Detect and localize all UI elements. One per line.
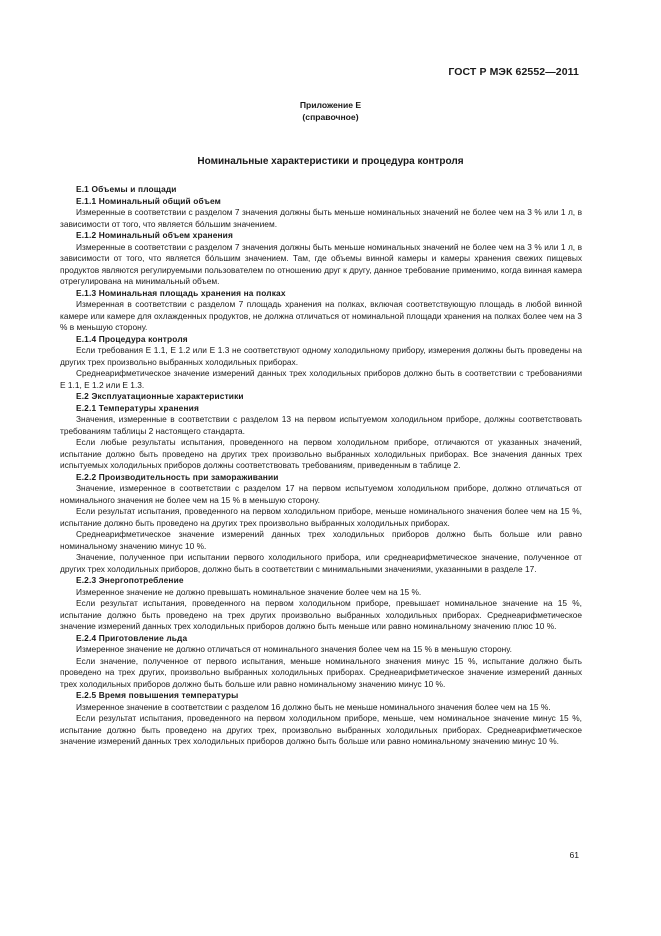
paragraph: Значение, измеренное в соответствии с разделом 17 на первом испытуемом холодильном приборе, должно отличаться от номинального значения не более чем на 15 % в меньшую сторону. [60, 483, 582, 505]
paragraph: Если значение, полученное от первого испытания, меньше номинального значения минус 15 %, испытание должно быть проведено на трех других, произвольно выбранных холодильных приборах. Среднеарифметическое значение измерений данных трех холодильных приборов должно быть больше или равно номинальному значению минус 10 %. [60, 655, 582, 689]
paragraph: Измеренное значение не должно превышать номинальное значение более чем на 15 %. [76, 586, 422, 597]
paragraph: Если любые результаты испытания, проведенного на первом холодильном приборе, отличаются от указанных значений, испытание должно быть проведено на других трех произвольно выбранных холодильных приборах. Все значения данных трех испытуемых холодильных приборов должны соответствовать требованиям, приведенным в таблице 2. [60, 437, 582, 470]
annex-title: Приложение Е [299, 100, 362, 110]
paragraph: Если требования Е 1.1, Е 1.2 или Е 1.3 не соответствуют одному холодильному прибору, измерения должны быть проведены на других трех произвольно выбранных холодильных приборах. [60, 345, 582, 367]
annex-note: (справочное) [302, 111, 359, 122]
section-heading: Е.1.4 Процедура контроля [76, 333, 188, 344]
document-title: Номинальные характеристики и процедура контроля [197, 156, 464, 167]
paragraph: Если результат испытания, проведенного на первом холодильном приборе, меньше, чем номинальное значение минус 15 %, испытание должно быть проведено на других трех, произвольно выбранных холодильных приборах. Среднеарифметическое значение измерений данных трех холодильных приборов должно быть больше или равно номинальному значению минус 10 %. [60, 713, 582, 746]
section-heading: Е.2.1 Температуры хранения [76, 402, 199, 413]
paragraph: Значение, полученное при испытании первого холодильного прибора, или среднеарифметическое значение, полученное от других трех холодильных приборов, должно быть в соответствии с минимальными значениями, указанными в разделе 17. [60, 552, 582, 574]
paragraph: Измеренная в соответствии с разделом 7 площадь хранения на полках, включая соответствующую площадь в любой винной камере или камере для охлажденных продуктов, не должна отличаться от номинальной площади хранения на полках более чем на 3 % в меньшую сторону. [60, 299, 582, 332]
section-heading: Е.2 Эксплуатационные характеристики [76, 391, 244, 401]
section-heading: Е.1.3 Номинальная площадь хранения на полках [76, 287, 286, 298]
paragraph: Среднеарифметическое значение измерений данных трех холодильных приборов должно быть в соответствии с требованиями Е 1.1, Е 1.2 или Е 1.3. [60, 368, 582, 390]
section-heading: Е.2.2 Производительность при замораживании [76, 471, 279, 482]
paragraph: Если результат испытания, проведенного на первом холодильном приборе, превышает номинальное значение на 15 %, испытание должно быть проведено на трех других произвольно выбранных холодильных приборах. Среднеарифметическое значение измерений данных трех холодильных приборов должно быть меньше или равно номинальному значению плюс 10 %. [60, 598, 582, 631]
document-body [60, 184, 582, 748]
paragraph: Измеренные в соответствии с разделом 7 значения должны быть меньше номинальных значений не более чем на 3 % или 1 л, в зависимости от того, что является бóльшим значением. Там, где объемы винной камеры и камеры хранения свежих пищевых продуктов являются регулируемыми пользователем по отношению друг к другу, данное требование применимо, когда винная камера отрегулирована на минимальный объем. [60, 241, 582, 286]
section-heading: Е.2.3 Энергопотребление [76, 575, 184, 585]
paragraph: Измеренное значение в соответствии с разделом 16 должно быть не меньше номинального значения более чем на 15 %. [76, 701, 551, 712]
paragraph: Измеренное значение не должно отличаться от номинального значения более чем на 15 % в меньшую сторону. [76, 644, 512, 654]
paragraph: Среднеарифметическое значение измерений данных трех холодильных приборов должно быть больше или равно номинальному значению минус 10 %. [60, 529, 582, 551]
annex-heading [0, 100, 661, 123]
paragraph: Значения, измеренные в соответствии с разделом 13 на первом испытуемом холодильном приборе, должны соответствовать требованиям таблицы 2 настоящего стандарта. [60, 414, 582, 436]
section-heading: Е.1 Объемы и площади [76, 184, 177, 194]
section-heading: Е.1.2 Номинальный объем хранения [76, 230, 233, 240]
paragraph: Если результат испытания, проведенного на первом холодильном приборе, меньше номинального значения более чем на 15 %, испытание должно быть проведено на других трех произвольно выбранных холодильных приборах. [60, 506, 582, 528]
section-heading: Е.2.5 Время повышения температуры [76, 690, 239, 700]
standard-designation: ГОСТ Р МЭК 62552—2011 [448, 66, 579, 78]
section-heading: Е.1.1 Номинальный общий объем [76, 195, 221, 206]
page-number: 61 [569, 850, 579, 860]
paragraph: Измеренные в соответствии с разделом 7 значения должны быть меньше номинальных значений не более чем на 3 % или 1 л, в зависимости от того, что является бóльшим значением. [60, 207, 582, 229]
section-heading: Е.2.4 Приготовление льда [76, 632, 188, 643]
